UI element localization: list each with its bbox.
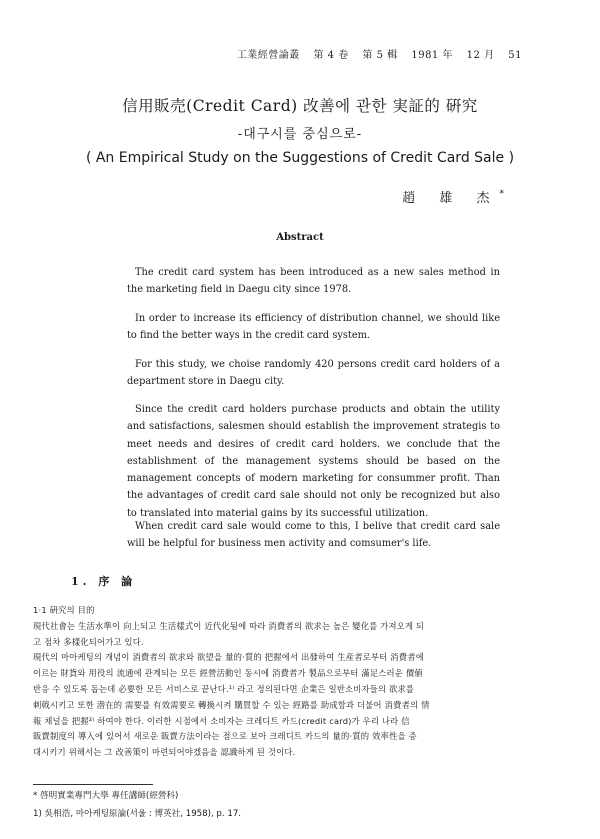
- section-heading-introduction: 1. 序 論: [71, 575, 137, 588]
- journal-issue: 第 5 輯: [362, 50, 398, 61]
- author-footnote-mark: *: [499, 189, 504, 200]
- journal-name: 工業經營論叢: [236, 50, 300, 61]
- body-line: 報 채널을 把握²⁾ 하여야 한다. 이러한 시점에서 소비자는 크레디트 카드(credit card)가 우리 나라 信: [33, 715, 410, 726]
- footnote-reference-1: 1) 吳相浩, 마아케팅原論(서울 : 博英社, 1958), p. 17.: [33, 809, 242, 819]
- body-line: 現代의 마아케팅의 개념이 消費者의 欲求와 欲望을 量的·質的 把握에서 出發하여 生産者로부터 消費者에: [33, 652, 424, 663]
- author-text: 趙 雄 杰: [402, 191, 500, 206]
- introduction-body: [33, 603, 537, 761]
- body-line: 고 점차 多樣化되어가고 있다.: [33, 636, 144, 647]
- journal-year: 1981 年: [411, 50, 453, 61]
- abstract-paragraph-5: [127, 518, 500, 553]
- body-line: 現代社會는 生活水準이 向上되고 生活樣式이 近代化됨에 따라 消費者의 欲求는 높은 變化를 가져오게 되: [33, 620, 425, 631]
- abstract-paragraph-3: [127, 356, 500, 391]
- abstract-paragraph-1: [127, 264, 500, 299]
- paper-subtitle: -대구시를 중심으로-: [237, 127, 363, 142]
- abstract-text: For this study, we choise randomly 420 persons credit card holders of a department store in Daegu city.: [127, 359, 500, 388]
- body-line: 대시키기 위해서는 그 改善策이 마련되어야겠음을 認識하게 된 것이다.: [33, 747, 296, 758]
- body-line: 반응 수 있도록 돕는데 必要한 모든 서비스로 끝난다.¹⁾ 라고 정의된다면 企業은 일반소비자들의 欲求를: [33, 683, 415, 694]
- author-name: [402, 187, 504, 206]
- journal-volume: 第 4 卷: [313, 50, 349, 61]
- abstract-text: Since the credit card holders purchase products and obtain the utility and satisfactions, salesmen should establish the improvement strategis to meet needs and desires of credit card holders. we conclude that the establishment of the management systems should be based on the management concepts of modern marketing for consummer profit. Than the advantages of credit card sale should not only be recognized but also to translated into material gains by its successful utilization.: [127, 404, 500, 519]
- paper-title-english: ( An Empirical Study on the Suggestions of Credit Card Sale ): [85, 150, 515, 166]
- running-header: [227, 46, 522, 61]
- abstract-paragraph-2: [127, 310, 500, 345]
- paper-title-korean: 信用販売(Credit Card) 改善에 관한 実証的 硏究: [122, 97, 478, 115]
- subsection-heading: 1·1 硏究의 目的: [33, 605, 95, 615]
- footnote-author-affiliation: * 啓明實業專門大學 專任講師(經營科): [33, 791, 179, 801]
- abstract-paragraph-4: [127, 401, 500, 522]
- body-line: 이르는 財貨와 用役의 流通에 관계되는 모든 經營活動인 동시에 消費者가 製品으로부터 滿足스러운 價値: [33, 668, 423, 679]
- abstract-text: When credit card sale would come to this, I belive that credit card sale will be helpful for business men activity and comsumer's life.: [127, 521, 500, 550]
- journal-month: 12 月: [466, 50, 495, 61]
- abstract-text: In order to increase its efficiency of distribution channel, we should like to find the better ways in the credit card system.: [127, 313, 500, 342]
- abstract-heading: Abstract: [276, 232, 324, 243]
- body-line: 刺戟시키고 또한 潜在的 需要를 有效需要로 轉換시켜 購買할 수 있는 經路를 助成함과 더불어 消費者의 情: [33, 699, 430, 710]
- footnote-divider: [33, 784, 153, 785]
- body-line: 販賣制度의 導入에 있어서 새로운 販賣方法이라는 점으로 보아 크레디트 카드의 量的·質的 效率性을 증: [33, 731, 417, 742]
- page-number: 51: [508, 50, 522, 61]
- abstract-text: The credit card system has been introduced as a new sales method in the marketing field in Daegu city since 1978.: [127, 267, 500, 296]
